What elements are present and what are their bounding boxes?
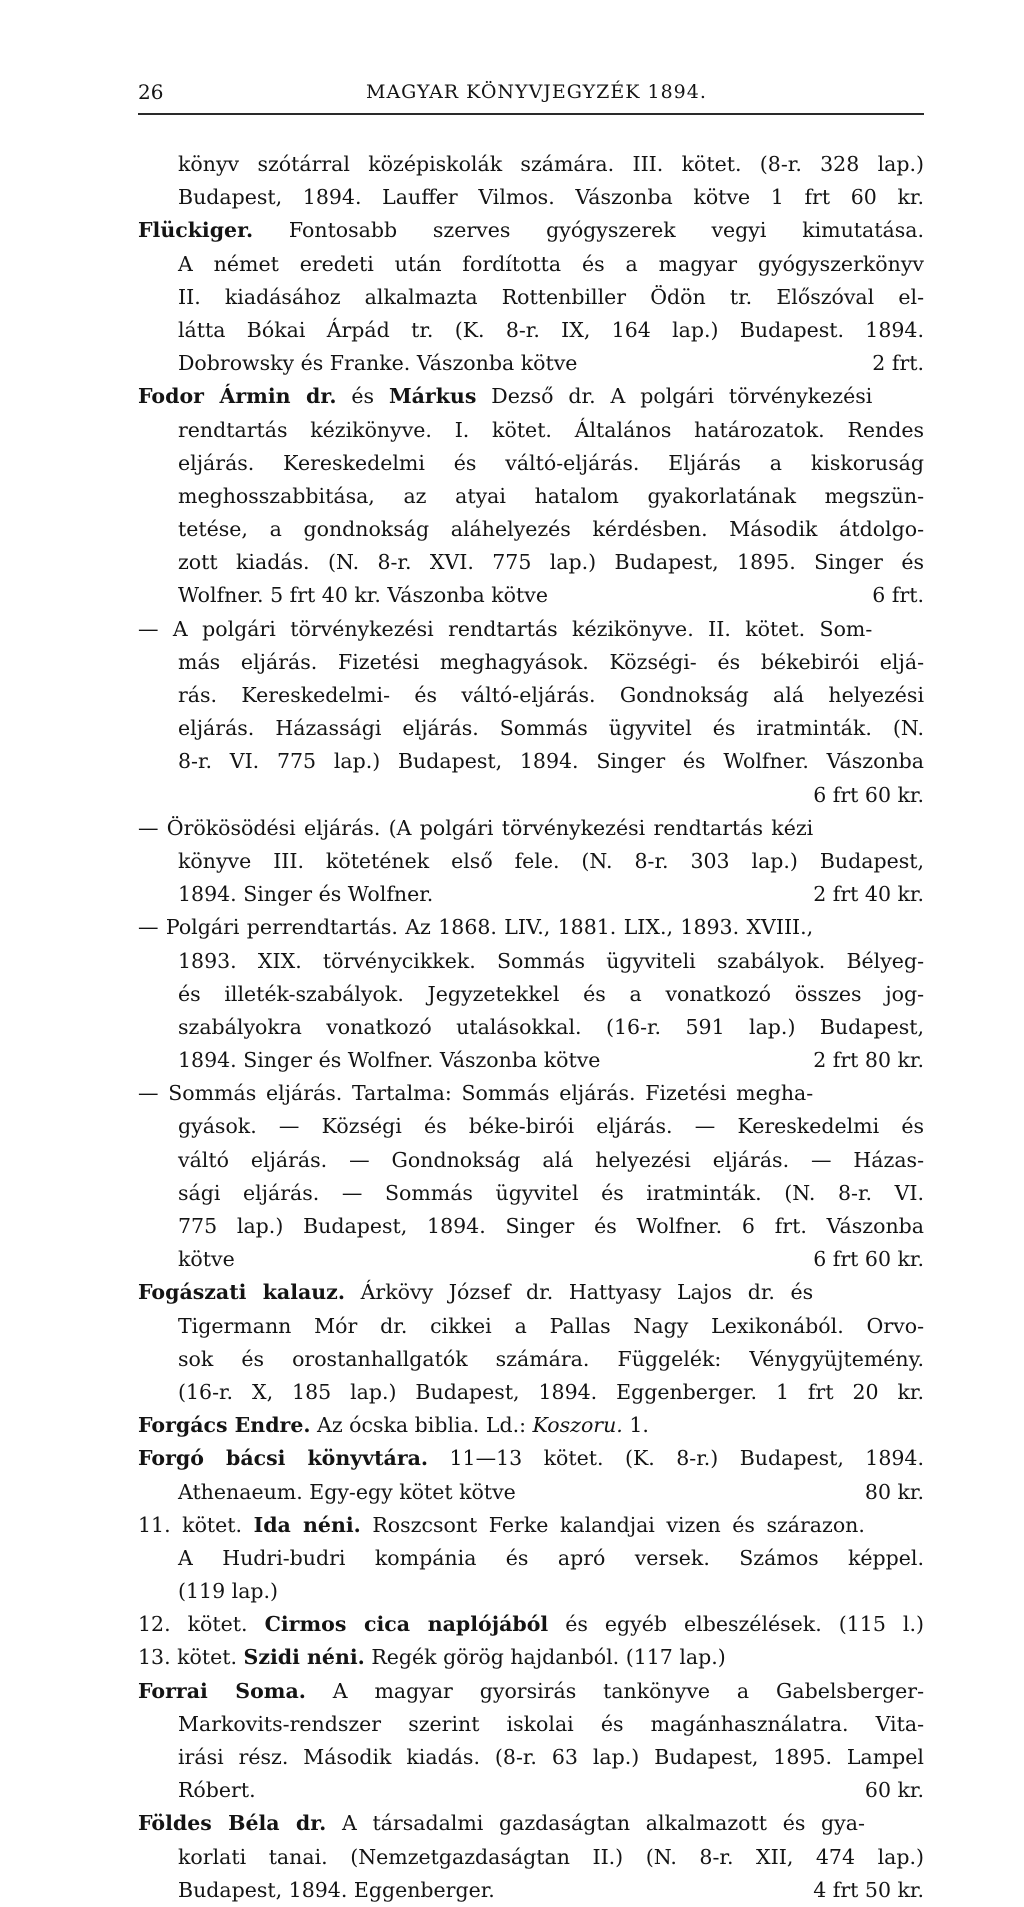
text-segment: Róbert. [178,1778,256,1803]
entry-heading: Földes Béla dr. [138,1811,327,1836]
text-segment: 1894. Singer és Wolfner. [178,882,434,907]
text-line [138,1741,924,1774]
text-segment: Markovits-rendszer szerint iskolai és magánhasználatra. Vita- [178,1711,924,1736]
entry-heading: Márkus [388,384,477,409]
text-segment: eljárás. Kereskedelmi és váltó-eljárás. Eljárás a kiskoruság [178,450,924,475]
text-segment: eljárás. Házassági eljárás. Sommás ügyvitel és iratminták. (N. [178,716,924,741]
text-line [138,480,924,513]
text-segment: szabályokra vonatkozó utalásokkal. (16-r. 591 lap.) Budapest, [178,1014,924,1039]
text-line [138,1376,924,1409]
text-segment: — A polgári törvénykezési rendtartás kézikönyve. II. kötet. Som- [138,616,873,641]
text-line [138,1343,924,1376]
text-line [138,812,813,845]
text-segment: Regék görög hajdanból. (117 lap.) [364,1645,726,1670]
entry-heading: Fogászati kalauz. [138,1280,345,1305]
text-line [138,181,924,214]
text-segment: Árkövy József dr. Hattyasy Lajos dr. és [344,1280,814,1305]
entry-heading: Cirmos cica naplójából [264,1612,549,1637]
text-line [138,1675,924,1708]
text-segment: látta Bókai Árpád tr. (K. 8-r. IX, 164 lap.) Budapest. 1894. [178,317,924,342]
text-line [138,1874,924,1907]
text-segment: A társadalmi gazdaságtan alkalmazott és gya- [326,1811,865,1836]
text-line [138,613,872,646]
text-segment: rendtartás kézikönyve. I. kötet. Általános határozatok. Rendes [178,417,924,442]
text-line [138,779,924,812]
text-line [138,978,924,1011]
text-segment: 11—13 kötet. (K. 8-r.) Budapest, 1894. [428,1446,924,1471]
text-segment: — Polgári perrendtartás. Az 1868. LIV., 1881. LIX., 1893. XVIII., [138,915,814,940]
text-line [138,347,924,380]
text-line [138,314,924,347]
text-line [138,1807,865,1840]
text-line [138,1310,924,1343]
text-segment: Athenaeum. Egy-egy kötet kötve [178,1479,516,1504]
text-line [138,646,924,679]
text-line [138,1110,924,1143]
text-line [138,911,813,944]
entry-heading: Szidi néni. [243,1645,365,1670]
text-segment: és illeték-szabályok. Jegyzetekkel és a vonatkozó összes jog- [178,981,924,1006]
text-segment: más eljárás. Fizetési meghagyások. Községi- és békebirói eljá- [178,649,924,674]
text-line [138,1641,924,1674]
text-segment: gyások. — Községi és béke-birói eljárás. — Kereskedelmi és [178,1114,924,1139]
text-segment: zott kiadás. (N. 8-r. XVI. 775 lap.) Budapest, 1895. Singer és [178,550,924,575]
text-segment: sági eljárás. — Sommás ügyvitel és iratminták. (N. 8-r. VI. [178,1180,924,1205]
text-line [138,248,924,281]
text-line [138,1243,924,1276]
entry-heading: Forgó bácsi könyvtára. [138,1446,429,1471]
text-segment: A magyar gyorsirás tankönyve a Gabelsberger- [305,1678,924,1703]
text-line [138,148,924,181]
text-segment: Roszcsont Ferke kalandjai vizen és szárazon. [360,1512,865,1537]
text-segment: II. kiadásához alkalmazta Rottenbiller Ödön tr. Előszóval el- [178,284,924,309]
text-line [138,1708,924,1741]
text-segment: könyve III. kötetének első fele. (N. 8-r. 303 lap.) Budapest, [178,848,924,873]
text-line [138,214,924,247]
text-segment: A német eredeti után fordította és a magyar gyógyszerkönyv [178,251,924,276]
text-segment: Wolfner. 5 frt 40 kr. Vászonba kötve [178,583,548,608]
price: 6 frt 60 kr. [813,1247,924,1272]
price: 6 frt 60 kr. [813,782,924,807]
text-line [138,380,872,413]
text-line [138,679,924,712]
text-line [138,1608,924,1641]
price: 60 kr. [864,1778,924,1803]
text-segment: (119 lap.) [178,1579,279,1604]
price: 4 frt 50 kr. [813,1877,924,1902]
text-segment: Dezső dr. A polgári törvénykezési [476,384,873,409]
entry-heading: Forgács Endre. [138,1413,311,1438]
text-segment: korlati tanai. (Nemzetgazdaságtan II.) (N. 8-r. XII, 474 lap.) [178,1844,924,1869]
text-segment: (16-r. X, 185 lap.) Budapest, 1894. Eggenberger. 1 frt 20 kr. [178,1379,924,1404]
text-segment: és [336,384,389,409]
text-segment: 1893. XIX. törvénycikkek. Sommás ügyviteli szabályok. Bélyeg- [178,948,924,973]
text-segment: Budapest, 1894. Lauffer Vilmos. Vászonba kötve 1 frt 60 kr. [178,185,924,210]
text-line [138,1077,813,1110]
text-line [138,1542,924,1575]
text-line [138,745,924,778]
price: 2 frt 40 kr. [813,882,924,907]
text-segment: 1894. Singer és Wolfner. Vászonba kötve [178,1048,601,1073]
text-line [138,1011,924,1044]
price: 80 kr. [864,1479,924,1504]
text-line [138,1144,924,1177]
text-segment: Dobrowsky és Franke. Vászonba kötve [178,351,578,376]
text-segment: meghosszabbitása, az atyai hatalom gyakorlatának megszün- [178,483,924,508]
text-line [138,281,924,314]
entry-heading: Fodor Ármin dr. [138,384,337,409]
text-segment: rás. Kereskedelmi- és váltó-eljárás. Gondnokság alá helyezési [178,683,924,707]
page-header [138,78,928,106]
text-segment: Az ócska biblia. Ld.: [310,1413,533,1438]
text-segment: Koszoru. [532,1413,623,1438]
price: 6 frt. [872,583,924,608]
text-segment: — Örökösödési eljárás. (A polgári törvénykezési rendtartás kézi [138,815,814,840]
text-line [138,1442,924,1475]
text-line [138,513,924,546]
text-segment: könyv szótárral középiskolák számára. III. kötet. (8-r. 328 lap.) [178,152,924,176]
text-line [138,1774,924,1807]
text-segment: tetése, a gondnokság aláhelyezés kérdésben. Második átdolgo- [178,517,924,542]
text-line [138,1409,924,1442]
running-title: MAGYAR KÖNYVJEGYZÉK 1894. [366,81,707,103]
text-line [138,1177,924,1210]
text-line [138,878,924,911]
page-number: 26 [138,80,164,104]
text-segment: sok és orostanhallgatók számára. Függelék: Vénygyüjtemény. [178,1346,924,1371]
text-segment: 12. kötet. [138,1612,265,1637]
header-rule [138,113,924,115]
text-segment: A Hudri-budri kompánia és apró versek. Számos képpel. [178,1545,924,1570]
entry-heading: Forrai Soma. [138,1678,306,1703]
text-segment: 1. [622,1413,649,1438]
text-line [138,1476,924,1509]
text-line [138,1210,924,1243]
text-segment: 8-r. VI. 775 lap.) Budapest, 1894. Singer és Wolfner. Vászonba [178,749,924,774]
text-line [138,845,924,878]
entry-heading: Flückiger. [138,218,254,243]
text-line [138,712,924,745]
text-segment: Fontosabb szerves gyógyszerek vegyi kimutatása. [253,218,924,243]
text-line [138,1044,924,1077]
price: 2 frt. [872,351,924,376]
text-line [138,579,924,612]
text-segment: kötve [178,1247,235,1272]
text-line [138,1276,813,1309]
entry-heading: Ida néni. [253,1512,361,1537]
text-segment: — Sommás eljárás. Tartalma: Sommás eljárás. Fizetési megha- [138,1081,814,1106]
text-segment: 11. kötet. [138,1512,254,1537]
text-segment: váltó eljárás. — Gondnokság alá helyezési eljárás. — Házas- [178,1147,924,1172]
text-line [138,1575,924,1608]
text-line [138,447,924,480]
text-line [138,945,924,978]
text-line [138,414,924,447]
text-segment: 13. kötet. [138,1645,244,1670]
text-segment: és egyéb elbeszélések. (115 l.) [548,1612,924,1637]
text-segment: Budapest, 1894. Eggenberger. [178,1877,495,1902]
catalog-entries [138,148,924,1907]
text-segment: 775 lap.) Budapest, 1894. Singer és Wolfner. 6 frt. Vászonba [178,1214,924,1238]
text-line [138,546,924,579]
text-line [138,1841,924,1874]
text-segment: Tigermann Mór dr. cikkei a Pallas Nagy Lexikonából. Orvo- [178,1313,924,1338]
text-segment: irási rész. Második kiadás. (8-r. 63 lap.) Budapest, 1895. Lampel [178,1745,924,1769]
price: 2 frt 80 kr. [813,1048,924,1073]
text-line [138,1509,865,1542]
